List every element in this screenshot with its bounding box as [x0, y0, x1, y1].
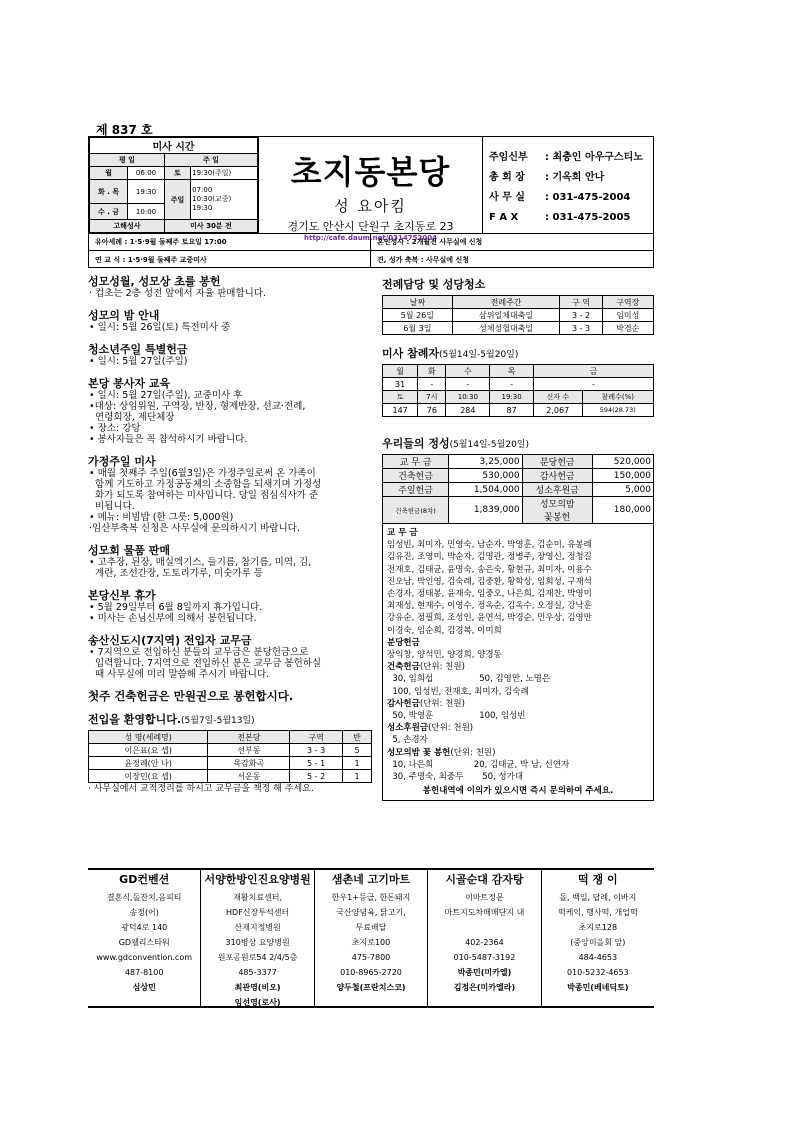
- notice-section: [88, 635, 372, 680]
- ad-line: 402-2364: [465, 938, 504, 947]
- notice-line: 입력합니다. 7지역으로 전입하신 분은 교무금 봉헌하실: [89, 658, 322, 669]
- column-header: 수: [446, 365, 490, 378]
- notice-title: 청소년주일 특별헌금: [88, 343, 188, 356]
- ad-name: 샘촌네 고기마트: [331, 873, 411, 886]
- column-header: 19:30: [490, 391, 534, 404]
- table-cell: 선부동: [208, 744, 290, 757]
- column-header: 전본당: [208, 731, 290, 744]
- donor-section-name: 감사헌금: [387, 698, 420, 709]
- ad-line: 돌, 백일, 답례, 이바지: [559, 893, 637, 902]
- masthead-box: [88, 136, 654, 268]
- day-cell: 화 . 목: [90, 180, 128, 204]
- newcomers-title: [88, 714, 372, 727]
- ad-line: www.gdconvention.com: [96, 953, 193, 962]
- table-cell: 3 - 3: [290, 744, 343, 757]
- table-cell: 목감화곡: [208, 757, 290, 770]
- ad-line: 산재지정병원: [234, 923, 281, 932]
- donor-line: 5, 손경자: [387, 735, 428, 746]
- offerings-table: [382, 454, 654, 524]
- notice-line: · 컵초는 2층 성전 앞에서 자율 판매합니다.: [89, 288, 267, 299]
- donor-unit: (단위: 천원): [419, 662, 465, 673]
- table-cell: 31: [383, 378, 418, 391]
- contact-row: 사 무 실 : 031-475-2004: [489, 188, 653, 208]
- offering-label: 교 무 금: [383, 455, 449, 469]
- ad-line: 초지로100: [351, 938, 391, 947]
- contact-label: 주임신부: [489, 152, 528, 163]
- table-cell: 147: [383, 404, 418, 417]
- sacrament-marriage: 혼인성사 : 2개월전 사무실에 신청: [377, 238, 483, 246]
- column-header: 신자 수: [534, 391, 583, 404]
- notice-section: [88, 456, 372, 534]
- sacrament-info: [89, 233, 653, 267]
- mass-times-table: [89, 137, 258, 233]
- offering-amount: 5,000: [592, 483, 653, 497]
- notice-sections: [88, 276, 372, 680]
- donor-line: 30, 주명숙, 최중두 50, 성가대: [387, 772, 524, 783]
- table-cell: 삼위일체대축일: [452, 309, 560, 322]
- confession-label: 고해성사: [90, 220, 165, 233]
- building-fund-note: 첫주 건축헌금은 만원권으로 봉헌합시다.: [88, 689, 294, 703]
- table-cell: 6월 3일: [383, 322, 453, 335]
- contact-row: F A X : 031-475-2005: [489, 208, 653, 228]
- table-row: [89, 770, 372, 783]
- mass-times-title: 미사 시간: [90, 138, 258, 154]
- donor-line: 강유순, 정필희, 조성인, 윤연석, 박경순, 민우상, 김영만: [387, 613, 592, 624]
- offering-amount: 1,504,000: [449, 483, 523, 497]
- table-header-row: [89, 731, 372, 744]
- table-cell: 성체성혈대축일: [452, 322, 560, 335]
- donor-unit: (단위: 천원): [419, 698, 465, 709]
- liturgy-table: [382, 295, 654, 335]
- table-cell: 5: [342, 744, 371, 757]
- notice-line: • 5월 29일부터 6월 8일까지 휴가입니다.: [89, 602, 263, 613]
- notice-line: • 미사는 손님신부에 의해서 봉헌됩니다.: [89, 613, 257, 624]
- donor-unit: (단위: 천원): [428, 723, 474, 734]
- attendance-title-text: 미사 참례자: [382, 347, 439, 360]
- contact-value: 최충인 아우구스티노: [552, 152, 643, 163]
- table-cell: -: [418, 378, 446, 391]
- table-row: [383, 469, 654, 483]
- ad-person: 최관영(비오) 임선영(로사): [234, 983, 281, 1007]
- ad-name: 시골순대 감자탕: [445, 873, 524, 886]
- table-cell: -: [534, 378, 654, 391]
- notice-line: •대상: 상임위원, 구역장, 반장, 형제반장, 선교·전례,: [89, 401, 306, 412]
- notice-section: [88, 378, 372, 445]
- stats-column: [382, 276, 654, 801]
- ad-line: 원포공원로54 2/4/5층: [217, 953, 298, 962]
- table-row: [383, 483, 654, 497]
- offering-label: 주일헌금: [383, 483, 449, 497]
- newcomers-period: (5월7일-5월13일): [181, 716, 255, 726]
- notice-line: 함께 기도하고 가정공동체의 소중함을 되새기며 가정성: [89, 479, 322, 490]
- ad-name: 떡 쟁 이: [578, 873, 618, 886]
- table-cell: 5 - 1: [290, 757, 343, 770]
- table-row: [89, 757, 372, 770]
- ad-line: 송정(어): [129, 908, 159, 917]
- notice-title: 성모의 밤 안내: [88, 309, 160, 322]
- table-row: [89, 744, 372, 757]
- ad-line: 초지로128: [578, 923, 618, 932]
- ad-line: 한우1+등급, 한돈돼지: [331, 893, 411, 902]
- table-cell: 임미성: [602, 309, 653, 322]
- table-cell: 594(28.73): [582, 404, 653, 417]
- notice-line: • 일시: 5월 27일(주일): [89, 356, 188, 367]
- column-header: 전례주간: [452, 296, 560, 309]
- donor-section-name: 성모의밤 꽃 봉헌: [387, 747, 451, 758]
- table-cell: 이은표(요 셉): [89, 744, 208, 757]
- column-header: 구역장: [602, 296, 653, 309]
- notice-title: 본당 봉사자 교육: [88, 377, 171, 390]
- liturgy-title: 전례담당 및 성당청소: [382, 278, 486, 291]
- donor-line: 진오남, 박인영, 김숙례, 김중환, 황학상, 임희성, 구재석: [387, 576, 592, 587]
- table-cell: 284: [446, 404, 490, 417]
- notice-line: • 매월 첫째주 주일(6월3일)은 가정주일로써 온 가족이: [89, 468, 316, 479]
- contact-value: 031-475-2004: [552, 192, 631, 203]
- ad-line: 475-7800: [351, 953, 391, 962]
- ad-person: 박종민(베네딕토): [567, 983, 629, 992]
- donor-line: 최재성, 현재수, 이영수, 정옥순, 김옥수, 오정실, 강낙훈: [387, 601, 592, 612]
- table-cell: 1: [342, 770, 371, 783]
- offerings-period: (5월14일-5월20일): [449, 440, 529, 450]
- table-header-row: [383, 365, 654, 378]
- offering-label: 감사헌금: [522, 469, 592, 483]
- table-row: [383, 404, 654, 417]
- notice-line: • 일시: 5월 26일(토) 특전미사 중: [89, 322, 231, 333]
- ad-line: 010-5487-3192: [453, 953, 516, 962]
- table-cell: 박경순: [602, 322, 653, 335]
- notice-line: • 고추장, 된장, 매실엑기스, 들기름, 참기름, 미역, 김,: [89, 557, 312, 568]
- notice-line: • 일시: 5월 27일(주일), 교중미사 후: [89, 390, 243, 401]
- newcomers-note: · 사무실에서 교적정리를 하시고 교무금을 책정 해 주세요.: [88, 784, 314, 794]
- ad-name: GD컨벤션: [119, 873, 170, 886]
- table-cell: 1: [342, 757, 371, 770]
- table-header-row: [383, 391, 654, 404]
- sacrament-communion: 연 교 식 : 1·5·9월 둘째주 교중미사: [89, 251, 371, 268]
- column-header: 참례수(%): [582, 391, 653, 404]
- column-header: 화: [418, 365, 446, 378]
- contact-label: 사 무 실: [489, 192, 525, 203]
- table-cell: -: [490, 378, 534, 391]
- sponsor-ads: [88, 868, 654, 1008]
- newcomers-title-text: 전입을 환영합니다.: [88, 713, 182, 726]
- weekday-header: 평 일: [90, 154, 165, 167]
- donor-line: 30, 임희섭 50, 김영만, 노명은: [387, 674, 551, 685]
- parish-patron: 성 요아킴: [334, 197, 407, 215]
- donor-section-title: [387, 698, 649, 710]
- ad-line: 무료배달: [355, 923, 387, 932]
- offering-amount: 180,000: [592, 497, 653, 524]
- contact-value: 기옥희 안나: [552, 172, 605, 183]
- notice-title: 본당신부 휴가: [88, 589, 156, 602]
- donor-line: 50, 박영훈 100, 임성빈: [387, 711, 526, 722]
- offerings-title: [382, 435, 654, 451]
- notice-line: • 봉사자들은 꼭 참석하시기 바랍니다.: [89, 434, 248, 445]
- ad-line: 010-5232-4653: [566, 968, 629, 977]
- ad-person: 양두철(프란치스코): [336, 983, 406, 992]
- ad-line: GD웰리스타워: [118, 938, 170, 947]
- table-row: [383, 455, 654, 469]
- parish-address: 경기도 안산시 단원구 초지동로 23: [287, 220, 454, 233]
- notice-line: 계란, 조선간장, 도토리가루, 미숫가루 등: [89, 568, 264, 579]
- notice-line: 연령회장, 제단체장: [89, 412, 175, 423]
- ad-line: HDF신장투석센터: [226, 908, 290, 917]
- ad-line: 487-8100: [124, 968, 164, 977]
- table-cell: 윤정례(안 나): [89, 757, 208, 770]
- notice-line: ·임산부축복 신청은 사무실에 문의하시기 바랍니다.: [89, 523, 300, 534]
- issue-number: 제 837 호: [96, 123, 153, 137]
- column-header: 날짜: [383, 296, 453, 309]
- day-cell: 주일: [164, 180, 190, 220]
- ad-person: 심상민: [132, 983, 156, 992]
- offering-label: 분당헌금: [522, 455, 592, 469]
- table-header-row: [383, 296, 654, 309]
- notice-title: 성모성월, 성모상 초를 봉헌: [88, 275, 221, 288]
- donor-section-title: [387, 722, 649, 734]
- notice-line: • 7지역으로 전입하신 분들의 교무금은 분당헌금으로: [89, 647, 309, 658]
- donor-section-name: 성소후원금: [387, 723, 429, 734]
- donor-section-name: 분당헌금: [387, 637, 420, 648]
- notices-column: [88, 276, 372, 795]
- contact-value: 031-475-2005: [552, 212, 631, 223]
- ad-line: 국산양념육, 닭고기,: [336, 908, 406, 917]
- ad-box: [315, 870, 428, 1006]
- confession-note: 미사 30분 전: [164, 220, 257, 233]
- contacts-panel: [483, 137, 653, 233]
- donor-line: 10, 나은희 20, 김태균, 박 남, 신연자: [387, 759, 570, 770]
- table-cell: 5월 26일: [383, 309, 453, 322]
- table-row: [383, 322, 654, 335]
- time-cell: 19:30: [128, 180, 165, 204]
- notice-line: • 메뉴: 비빔밥 (한 그릇: 5,000원): [89, 512, 234, 523]
- table-cell: 2,067: [534, 404, 583, 417]
- column-header: 금: [534, 365, 654, 378]
- donor-section-name: 건축헌금: [387, 662, 420, 673]
- donor-line: 이경숙, 임순희, 김경복, 이미희: [387, 625, 502, 636]
- contacts-list: [483, 137, 653, 228]
- offerings-title-text: 우리들의 정성: [382, 437, 450, 450]
- offering-amount: 520,000: [592, 455, 653, 469]
- table-cell: 5 - 2: [290, 770, 343, 783]
- offering-label: 건축헌금: [383, 469, 449, 483]
- newcomers-table: [88, 730, 372, 783]
- donor-footer: 봉헌내역에 이의가 있으시면 즉시 문의하여 주세요.: [422, 786, 614, 797]
- attendance-period: (5월14일-5월20일): [438, 350, 519, 360]
- donor-section-title: [387, 661, 649, 673]
- column-header: 목: [490, 365, 534, 378]
- donor-section-title: [387, 637, 649, 649]
- table-cell: 서운동: [208, 770, 290, 783]
- notice-section: [88, 590, 372, 624]
- contact-row: 총 회 장 : 기옥희 안나: [489, 168, 653, 188]
- notice-title: 송산신도시(7지역) 전입자 교무금: [88, 634, 252, 647]
- ad-line: 재활치료센터,: [233, 893, 283, 902]
- notice-section: [88, 276, 372, 299]
- ad-line: 결혼식,돌잔치,음피티: [106, 893, 182, 902]
- donor-line: 손경자, 정태봉, 윤재숙, 임중오, 나은희, 김재찬, 박영미: [387, 589, 592, 600]
- offering-amount: 1,839,000: [449, 497, 523, 524]
- table-row: [383, 309, 654, 322]
- table-cell: 76: [418, 404, 446, 417]
- ad-line: 484-4653: [578, 953, 618, 962]
- donor-line: 장익창, 양석민, 양경희, 양경동: [387, 650, 502, 661]
- donor-unit: (단위: 천원): [450, 747, 496, 758]
- day-cell: 토: [164, 167, 190, 180]
- donor-section-title: [387, 527, 649, 539]
- column-header: 성 명(세례명): [89, 731, 208, 744]
- contact-label: 총 회 장: [489, 172, 525, 183]
- notice-line: • 장소: 강당: [89, 423, 141, 434]
- column-header: 구역: [290, 731, 343, 744]
- contact-label: F A X: [489, 212, 519, 223]
- mass-times-panel: [89, 137, 259, 233]
- time-cell: 10:00: [128, 204, 165, 220]
- table-row: [383, 378, 654, 391]
- offering-amount: 530,000: [449, 469, 523, 483]
- notice-title: 성모회 물품 판매: [88, 544, 171, 557]
- notice-section: [88, 545, 372, 579]
- contact-row: 주임신부 : 최충인 아우구스티노: [489, 148, 653, 168]
- column-header: 토: [383, 391, 418, 404]
- day-cell: 월: [90, 167, 128, 180]
- offering-label: 성모의밤 꽃봉헌: [522, 497, 592, 524]
- time-cell: 19:30(주일): [191, 167, 258, 180]
- donor-line: 100, 임성빈, 전재호, 최미자, 김숙례: [387, 686, 529, 697]
- ad-line: 485-3377: [238, 968, 277, 977]
- ad-line: 광덕4로 140: [121, 923, 168, 932]
- donor-line: 김유진, 조영미, 박순자, 김명관, 정병주, 장영신, 정청길: [387, 552, 592, 563]
- donor-line: 임성빈, 최미자, 민영숙, 남순자, 박영훈, 김순미, 유봉례: [387, 540, 592, 551]
- table-row: [383, 497, 654, 524]
- notice-line: 비됩니다.: [89, 501, 135, 512]
- ad-line: (중앙미을회 앞): [570, 938, 626, 947]
- notice-title: 가정주일 미사: [88, 455, 156, 468]
- attendance-table: [382, 364, 654, 417]
- sunday-header: 주 일: [164, 154, 257, 167]
- attendance-title: [382, 345, 654, 361]
- ad-line: 마트지도차매매단지 내: [444, 908, 525, 917]
- column-header: 7시: [418, 391, 446, 404]
- offering-label: 건축헌금(8차): [383, 497, 449, 524]
- table-cell: 3 - 3: [560, 322, 602, 335]
- column-header: 반: [342, 731, 371, 744]
- ad-box: [88, 870, 201, 1006]
- parish-title: 초지동본당: [290, 153, 451, 191]
- ad-box: [542, 870, 654, 1006]
- donor-section-name: 교 무 금: [387, 528, 418, 538]
- donor-line: 전재호, 김태균, 윤명숙, 송은숙, 황현규, 최미자, 이용수: [387, 564, 592, 575]
- column-header: 10:30: [446, 391, 490, 404]
- table-cell: 87: [490, 404, 534, 417]
- column-header: 월: [383, 365, 418, 378]
- sacrament-blessing: 견, 성가 축복 : 사무실에 신청: [377, 255, 470, 264]
- ad-line: [428, 920, 540, 935]
- ad-line: 310병상 요양병원: [225, 938, 290, 947]
- ad-line: 010-8965-2720: [340, 968, 402, 977]
- day-cell: 수 . 금: [90, 204, 128, 220]
- table-cell: 이장민(요 셉): [89, 770, 208, 783]
- table-cell: 3 - 2: [560, 309, 602, 322]
- notice-section: [88, 310, 372, 333]
- ad-name: 서양한방인진요양병원: [204, 873, 311, 886]
- ad-line: 떡케익, 행사떡, 개업떡: [557, 908, 638, 917]
- notice-section: [88, 344, 372, 367]
- cafe-link[interactable]: http://cafe.daum.net/0314752004: [304, 234, 437, 242]
- donor-section-title: [387, 747, 649, 759]
- ad-person: 박종민(미카엘) 김정은(미카엘라): [453, 968, 516, 992]
- offering-amount: 150,000: [592, 469, 653, 483]
- donor-list: [382, 524, 654, 801]
- offering-amount: 3,25,000: [449, 455, 523, 469]
- notice-line: 때 사무실에 미리 말씀해 주시기 바랍니다.: [89, 669, 270, 680]
- notice-line: 화가 되도록 참여하는 미사입니다. 당일 점심식사가 준: [89, 490, 319, 501]
- ad-box: [428, 870, 541, 1006]
- time-cell: 07:00 10:30(교중) 19:30: [191, 180, 258, 220]
- ad-box: [201, 870, 314, 1006]
- sacrament-baptism: 유아세례 : 1·5·9월 둘째주 토요일 17:00: [89, 234, 371, 250]
- table-cell: -: [446, 378, 490, 391]
- time-cell: 06:00: [128, 167, 165, 180]
- offering-label: 성소후원금: [522, 483, 592, 497]
- column-header: 구 역: [560, 296, 602, 309]
- ad-line: 이마트정문: [465, 893, 504, 902]
